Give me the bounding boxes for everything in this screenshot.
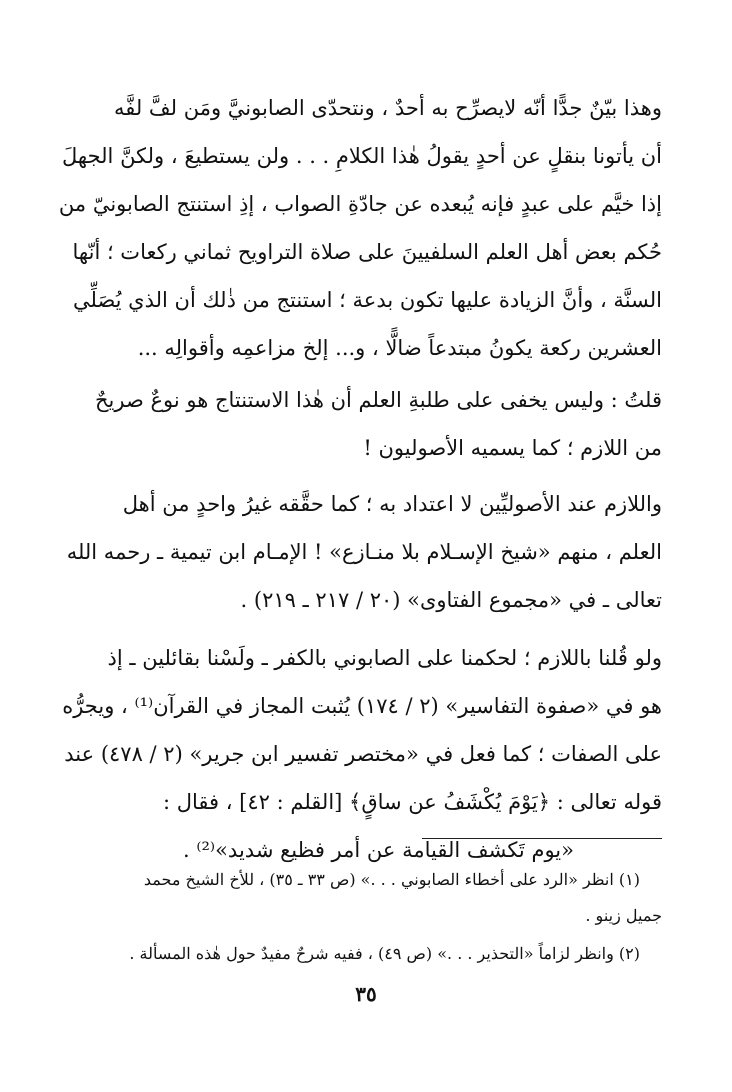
- footnotes: [72, 862, 662, 972]
- footnote-line: (٢) وانظر لزاماً «التحذير . . .» (ص ٤٩) ، ففيه شرحٌ مفيدٌ حول هٰذه المسألة .: [129, 944, 640, 963]
- text-line: العلم ، منهم «شيخ الإسـلام بلا منـازع» ! الإمـام ابن تيمية ـ رحمه الله: [66, 540, 662, 564]
- text-line: السنَّة ، وأنَّ الزيادة عليها تكون بدعة ؛ استنتج من ذٰلك أن الذي يُصَلِّي: [72, 288, 662, 312]
- footnote-divider: [422, 838, 662, 839]
- text-line: واللازم عند الأصوليِّين لا اعتداد به ؛ كما حقَّقه غيرُ واحدٍ من أهل: [122, 492, 662, 516]
- main-text: [58, 84, 662, 874]
- paragraph-1: [58, 84, 662, 372]
- page-number: ٣٥: [355, 982, 377, 1006]
- footnote-2: [72, 936, 662, 972]
- paragraph-2: [72, 376, 662, 472]
- text-line: من اللازم ؛ كما يسميه الأصوليون !: [363, 436, 662, 460]
- indented-quote: «يوم تَكشف القيامة عن أمر فظيع شديد»⁽²⁾ .: [182, 838, 574, 862]
- text-line: العشرين ركعة يكونُ مبتدعاً ضالًّا ، و... إلخ مزاعمِه وأقوالِه ...: [137, 336, 662, 360]
- text-line: وهذا بيّنٌ جدًّا أنّه لايصرِّح به أحدٌ ، ونتحدّى الصابونيَّ ومَن لفَّ لفَّه: [113, 96, 662, 120]
- text-line: إذا خيَّم على عبدٍ فإنه يُبعده عن جادّةِ الصواب ، إذِ استنتج الصابونيّ من: [58, 192, 662, 216]
- text-line: قوله تعالى : ﴿يَوْمَ يُكْشَفُ عن ساقٍ﴾ [القلم : ٤٢] ، فقال :: [162, 790, 662, 814]
- footnote-line: جميل زينو .: [585, 906, 662, 925]
- text-line: هو في «صفوة التفاسير» (٢ / ١٧٤) يُثبت المجاز في القرآن⁽¹⁾ ، ويجرُّه: [62, 694, 662, 718]
- footnote-line: (١) انظر «الرد على أخطاء الصابوني . . .» (ص ٣٣ ـ ٣٥) ، للأخ الشيخ محمد: [143, 870, 640, 889]
- text-line: قلتُ : وليس يخفى على طلبةِ العلم أن هٰذا الاستنتاج هو نوعٌ صريحٌ: [94, 388, 662, 412]
- text-line: أن يأتونا بنقلٍ عن أحدٍ يقولُ هٰذا الكلامِ . . . ولن يستطيعَ ، ولكنَّ الجهلَ: [62, 144, 662, 168]
- text-line: حُكم بعض أهل العلم السلفيينَ على صلاة التراويح ثماني ركعات ؛ أنّها: [72, 240, 662, 264]
- text-line: تعالى ـ في «مجموع الفتاوى» (٢٠ / ٢١٧ ـ ٢١٩) .: [240, 588, 662, 612]
- text-line: ولو قُلنا باللازم ؛ لحكمنا على الصابوني بالكفر ـ ولَسْنا بقائلين ـ إذ: [107, 646, 662, 670]
- text-line: على الصفات ؛ كما فعل في «مختصر تفسير ابن جرير» (٢ / ٤٧٨) عند: [64, 742, 662, 766]
- footnote-1: [72, 862, 662, 934]
- paragraph-3: [66, 480, 662, 624]
